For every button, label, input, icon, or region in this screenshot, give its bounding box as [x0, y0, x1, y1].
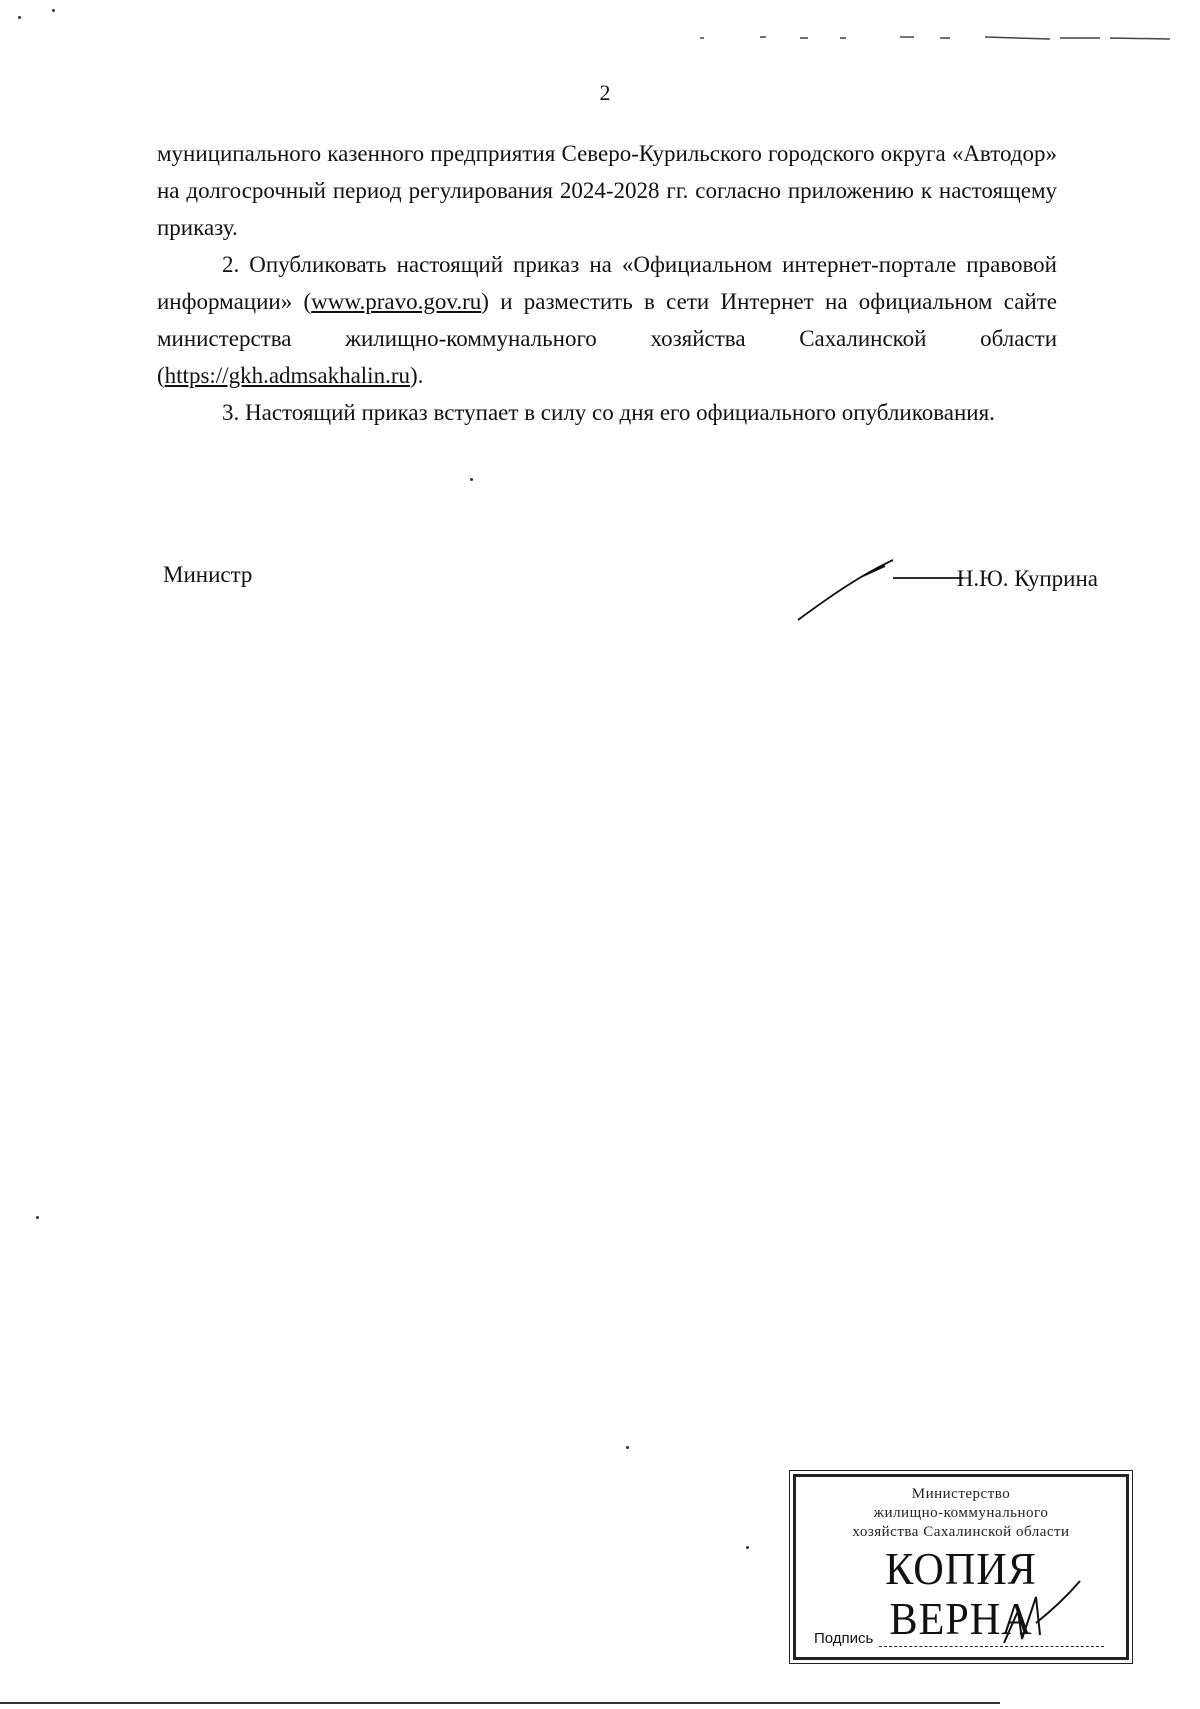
paragraph-3: 3. Настоящий приказ вступает в силу со дня его официального опубликования.	[222, 400, 995, 425]
signer-name: Н.Ю. Куприна	[956, 566, 1098, 591]
stamp-line-3: хозяйства Сахалинской области	[852, 1524, 1070, 1540]
paragraph-2-text-b: ) и разместить в сети Интернет на официальном сайте министерства жилищно-коммунального хозяйства Сахалинской области (	[157, 289, 1057, 388]
paragraph-2-text-c: ).	[409, 363, 424, 388]
paragraph-2	[157, 246, 1057, 394]
signature-block	[163, 562, 1098, 632]
handwritten-signature	[793, 554, 963, 624]
scan-speck	[52, 9, 55, 12]
scan-noise-top	[700, 34, 1180, 42]
scan-speck	[626, 1446, 629, 1449]
stamp-title: КОПИЯ ВЕРНА	[885, 1543, 1037, 1644]
scan-speck	[470, 478, 473, 481]
stamp-line-1: Министерство	[911, 1486, 1011, 1502]
stamp-signature-label: Подпись	[814, 1630, 874, 1647]
scan-speck	[18, 16, 21, 19]
document-body	[157, 135, 1057, 431]
link-pravo-gov[interactable]: www.pravo.gov.ru	[311, 289, 482, 314]
link-gkh-admsakhalin[interactable]: https://gkh.admsakhalin.ru	[164, 363, 410, 388]
stamp-handwritten-signature	[996, 1577, 1086, 1647]
stamp-line-2: жилищно-коммунального	[873, 1505, 1049, 1521]
scan-speck	[36, 1216, 39, 1219]
certified-copy-stamp	[793, 1474, 1129, 1660]
paragraph-1: муниципального казенного предприятия Северо-Курильского городского округа «Автодор» на долгосрочный период регулирования 2024-2028 гг. согласно приложению к настоящему приказу.	[157, 141, 1057, 240]
paragraph-2-text-a: 2. Опубликовать настоящий приказ на «Официальном интернет-портале правовой информации» (	[157, 252, 1057, 314]
page-number: 2	[599, 80, 611, 105]
minister-title: Министр	[163, 562, 253, 587]
scan-edge-line	[0, 1702, 1000, 1704]
scan-speck	[746, 1546, 749, 1549]
